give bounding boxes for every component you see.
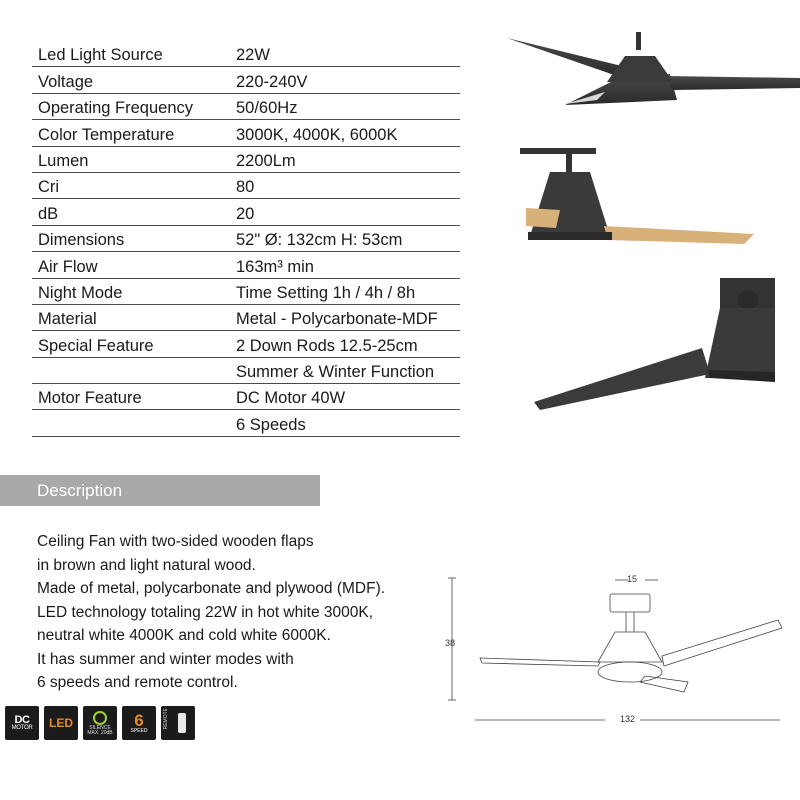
spec-label: Led Light Source (32, 41, 228, 67)
spec-value: 163m³ min (228, 252, 460, 278)
spec-value: Time Setting 1h / 4h / 8h (228, 278, 460, 304)
spec-row (32, 172, 460, 198)
dimension-diameter: 132 (620, 714, 636, 724)
spec-row (32, 199, 460, 225)
fan-photo-middle (520, 148, 760, 248)
spec-value: 3000K, 4000K, 6000K (228, 120, 460, 146)
dc-label: DC (14, 713, 30, 726)
dimension-top-width: 15 (627, 574, 638, 584)
spec-value: 22W (228, 41, 460, 67)
spec-label: dB (32, 199, 228, 225)
spec-row (32, 252, 460, 278)
spec-row (32, 93, 460, 119)
spec-row (32, 304, 460, 330)
silence-max-label: MAX. 20dB (87, 729, 113, 736)
spec-row (32, 225, 460, 251)
remote-control-icon (178, 713, 186, 733)
spec-value: 50/60Hz (228, 93, 460, 119)
speed-label: SPEED (130, 727, 148, 734)
fan-photo-top (505, 30, 800, 112)
spec-label: Special Feature (32, 331, 228, 357)
dc-motor-badge (5, 706, 39, 740)
speed-badge (122, 706, 156, 740)
spec-label: Night Mode (32, 278, 228, 304)
spec-label: Dimensions (32, 225, 228, 251)
silence-icon (93, 711, 107, 725)
description-line: Ceiling Fan with two-sided wooden flaps (37, 533, 314, 550)
spec-row (32, 410, 460, 436)
description-line: Made of metal, polycarbonate and plywood (MDF). (37, 580, 386, 597)
motor-label: MOTOR (11, 724, 33, 731)
spec-label: Voltage (32, 67, 228, 93)
description-heading: Description (0, 475, 320, 506)
description-text (37, 530, 437, 695)
description-line: LED technology totaling 22W in hot white 3000K, (37, 603, 374, 621)
spec-value: DC Motor 40W (228, 384, 460, 410)
spec-row (32, 67, 460, 93)
spec-value: 6 Speeds (228, 410, 460, 436)
spec-label: Operating Frequency (32, 93, 228, 119)
silence-badge (83, 706, 117, 740)
spec-label: Cri (32, 172, 228, 198)
spec-label: Material (32, 304, 228, 330)
spec-value: 80 (228, 172, 460, 198)
description-line: in brown and light natural wood. (37, 556, 256, 574)
fan-outline (440, 570, 795, 730)
spec-value: Summer & Winter Function (228, 357, 460, 383)
spec-label: Lumen (32, 146, 228, 172)
description-line: 6 speeds and remote control. (37, 674, 238, 691)
spec-row (32, 146, 460, 172)
spec-value: 52" Ø: 132cm H: 53cm (228, 225, 460, 251)
spec-row (32, 331, 460, 357)
led-badge (44, 706, 78, 740)
spec-row (32, 41, 460, 67)
dimension-height: 38 (445, 638, 456, 648)
spec-label: Color Temperature (32, 120, 228, 146)
led-label: LED (49, 716, 73, 730)
spec-label: Motor Feature (32, 384, 228, 410)
speed-number: 6 (134, 710, 144, 730)
spec-value: 2200Lm (228, 146, 460, 172)
specs-table (32, 41, 460, 437)
spec-row (32, 357, 460, 383)
spec-value: 20 (228, 199, 460, 225)
spec-value: Metal - Polycarbonate-MDF (228, 304, 460, 330)
spec-value: 220-240V (228, 67, 460, 93)
remote-badge (161, 706, 195, 740)
remote-label: REMOTE (163, 708, 169, 730)
silence-label: SILENCE (89, 724, 111, 731)
description-line: neutral white 4000K and cold white 6000K. (37, 627, 331, 644)
fan-photo-bottom (530, 278, 775, 423)
spec-row (32, 278, 460, 304)
spec-row (32, 120, 460, 146)
feature-badges (5, 706, 195, 740)
spec-label (32, 410, 228, 436)
spec-label (32, 357, 228, 383)
spec-row (32, 384, 460, 410)
technical-drawing (440, 570, 795, 730)
spec-value: 2 Down Rods 12.5-25cm (228, 331, 460, 357)
spec-label: Air Flow (32, 252, 228, 278)
description-line: It has summer and winter modes with (37, 650, 294, 668)
